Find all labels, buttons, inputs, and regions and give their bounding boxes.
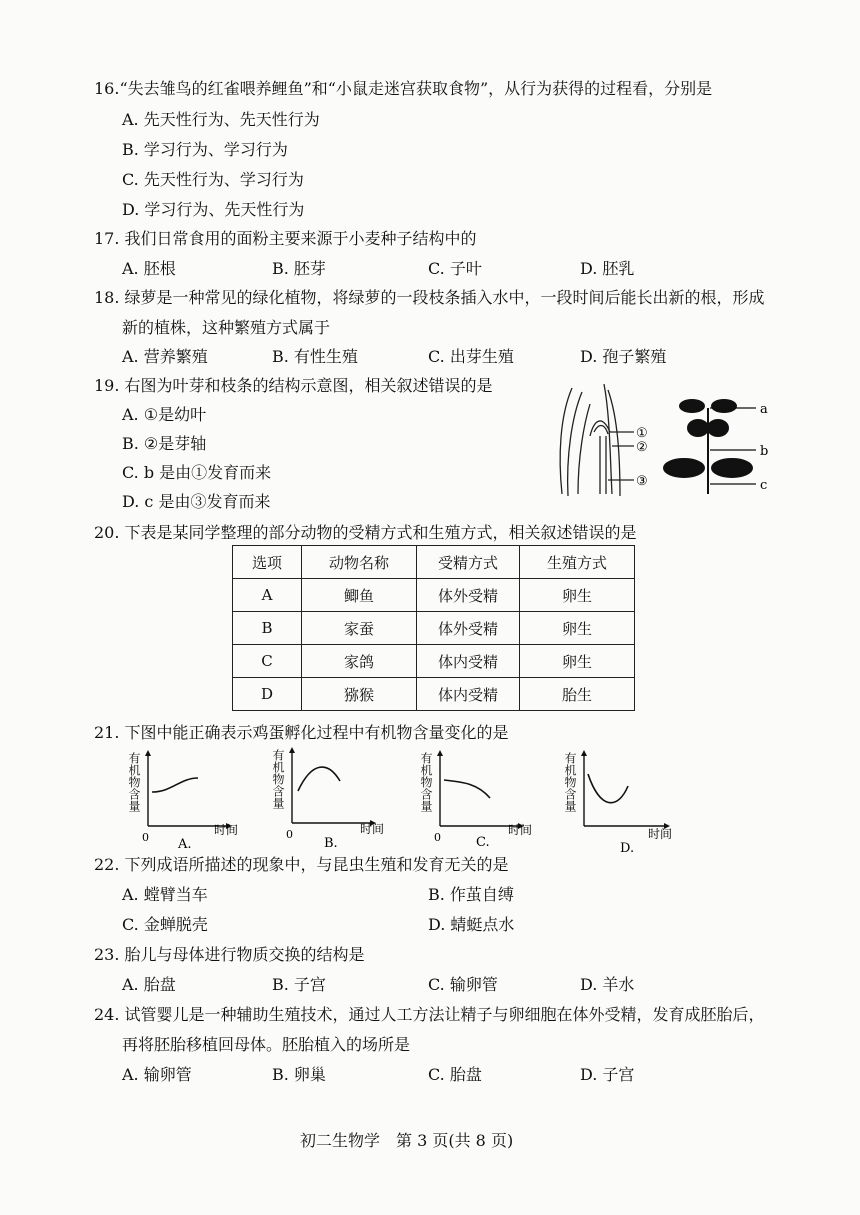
q18-option-d: D. 孢子繁殖 xyxy=(580,347,667,366)
q19-stem: 19. 右图为叶芽和枝条的结构示意图，相关叙述错误的是 xyxy=(94,376,493,395)
q16-stem: 16.“失去雏鸟的红雀喂养鲤鱼”和“小鼠走迷宫获取食物”，从行为获得的过程看，分别是 xyxy=(94,79,713,98)
q21-stem: 21. 下图中能正确表示鸡蛋孵化过程中有机物含量变化的是 xyxy=(94,723,509,742)
table-cell: D xyxy=(233,678,302,711)
caption-a: A. xyxy=(178,837,192,852)
label-2: ② xyxy=(636,440,648,455)
table-header: 受精方式 xyxy=(417,546,520,579)
q23-stem: 23. 胎儿与母体进行物质交换的结构是 xyxy=(94,945,365,964)
table-cell: 体内受精 xyxy=(417,678,520,711)
table-cell: 家鸽 xyxy=(302,645,417,678)
x-axis-label: 时间 xyxy=(648,827,673,841)
bud-and-branch-diagram xyxy=(550,376,780,506)
leaf-bud-figure xyxy=(560,384,634,496)
page-footer: 初二生物学 第 3 页(共 8 页) xyxy=(300,1131,514,1150)
q24-option-d: D. 子宫 xyxy=(580,1065,635,1084)
table-header-row xyxy=(233,546,635,579)
q22-option-d: D. 蜻蜓点水 xyxy=(428,915,515,934)
table-cell: 卵生 xyxy=(520,579,635,612)
q23-option-c: C. 输卵管 xyxy=(428,975,498,994)
caption-c: C. xyxy=(476,835,490,850)
origin-label: 0 xyxy=(434,831,441,844)
q22-option-a: A. 螳臂当车 xyxy=(122,885,208,904)
q20-stem: 20. 下表是某同学整理的部分动物的受精方式和生殖方式，相关叙述错误的是 xyxy=(94,523,637,542)
label-c: c xyxy=(760,478,768,493)
curve-d xyxy=(588,774,628,803)
q16-option-d: D. 学习行为、先天性行为 xyxy=(122,200,305,219)
table-cell: 鲫鱼 xyxy=(302,579,417,612)
q24-option-c: C. 胎盘 xyxy=(428,1065,482,1084)
table-cell: 胎生 xyxy=(520,678,635,711)
table-cell: 卵生 xyxy=(520,645,635,678)
label-b: b xyxy=(760,444,769,459)
q24-option-a: A. 输卵管 xyxy=(122,1065,192,1084)
table-cell: 体外受精 xyxy=(417,579,520,612)
table-row xyxy=(233,678,635,711)
q17-stem: 17. 我们日常食用的面粉主要来源于小麦种子结构中的 xyxy=(94,229,477,248)
q19-option-d: D. c 是由③发育而来 xyxy=(122,492,271,511)
q16-option-b: B. 学习行为、学习行为 xyxy=(122,140,288,159)
origin-label: 0 xyxy=(142,831,149,844)
table-row xyxy=(233,579,635,612)
q22-stem: 22. 下列成语所描述的现象中，与昆虫生殖和发育无关的是 xyxy=(94,855,509,874)
q24-stem-line1: 24. 试管婴儿是一种辅助生殖技术，通过人工方法让精子与卵细胞在体外受精，发育成胚胎后， xyxy=(94,1005,765,1024)
curve-a xyxy=(152,778,198,792)
table-cell: B xyxy=(233,612,302,645)
q17-option-c: C. 子叶 xyxy=(428,259,482,278)
x-axis-label: 时间 xyxy=(360,822,385,836)
table-cell: 体外受精 xyxy=(417,612,520,645)
x-axis-label: 时间 xyxy=(214,823,239,837)
q19-option-c: C. b 是由①发育而来 xyxy=(122,463,272,482)
branch-figure xyxy=(664,400,752,494)
q18-stem-line1: 18. 绿萝是一种常见的绿化植物，将绿萝的一段枝条插入水中，一段时间后能长出新的根，形成 xyxy=(94,288,765,307)
q19-option-b: B. ②是芽轴 xyxy=(122,434,207,453)
q24-option-b: B. 卵巢 xyxy=(272,1065,326,1084)
y-axis-label: 有机物含量 xyxy=(419,752,433,812)
graph-b xyxy=(272,745,402,849)
curve-b xyxy=(298,767,340,791)
q24-stem-line2: 再将胚胎移植回母体。胚胎植入的场所是 xyxy=(122,1035,411,1054)
label-3: ③ xyxy=(636,474,648,489)
graph-a xyxy=(128,748,258,852)
table-cell: A xyxy=(233,579,302,612)
graph-d xyxy=(560,748,690,854)
table-header: 选项 xyxy=(233,546,302,579)
q22-option-b: B. 作茧自缚 xyxy=(428,885,514,904)
table-cell: 体内受精 xyxy=(417,645,520,678)
table-row xyxy=(233,645,635,678)
q17-option-a: A. 胚根 xyxy=(122,259,176,278)
x-axis-label: 时间 xyxy=(508,823,533,837)
q23-option-b: B. 子宫 xyxy=(272,975,326,994)
table-header: 生殖方式 xyxy=(520,546,635,579)
q17-option-d: D. 胚乳 xyxy=(580,259,635,278)
table-cell: 猕猴 xyxy=(302,678,417,711)
q17-option-b: B. 胚芽 xyxy=(272,259,326,278)
q16-option-a: A. 先天性行为、先天性行为 xyxy=(122,110,320,129)
q23-option-d: D. 羊水 xyxy=(580,975,635,994)
y-axis-label: 有机物含量 xyxy=(271,749,285,809)
table-cell: C xyxy=(233,645,302,678)
caption-d: D. xyxy=(620,841,635,854)
table-cell: 家蚕 xyxy=(302,612,417,645)
fertilization-table xyxy=(232,545,635,711)
q16-option-c: C. 先天性行为、学习行为 xyxy=(122,170,304,189)
origin-label: 0 xyxy=(286,828,293,841)
q22-option-c: C. 金蝉脱壳 xyxy=(122,915,208,934)
label-a: a xyxy=(760,402,768,417)
table-row xyxy=(233,612,635,645)
q18-option-b: B. 有性生殖 xyxy=(272,347,358,366)
caption-b: B. xyxy=(324,836,338,849)
q18-option-a: A. 营养繁殖 xyxy=(122,347,208,366)
curve-c xyxy=(444,780,490,798)
q23-option-a: A. 胎盘 xyxy=(122,975,176,994)
q19-option-a: A. ①是幼叶 xyxy=(122,405,207,424)
y-axis-label: 有机物含量 xyxy=(127,752,141,812)
y-axis-label: 有机物含量 xyxy=(563,752,577,812)
table-cell: 卵生 xyxy=(520,612,635,645)
q18-option-c: C. 出芽生殖 xyxy=(428,347,514,366)
graph-c xyxy=(420,748,550,852)
q18-stem-line2: 新的植株，这种繁殖方式属于 xyxy=(122,318,331,337)
table-header: 动物名称 xyxy=(302,546,417,579)
label-1: ① xyxy=(636,426,648,441)
